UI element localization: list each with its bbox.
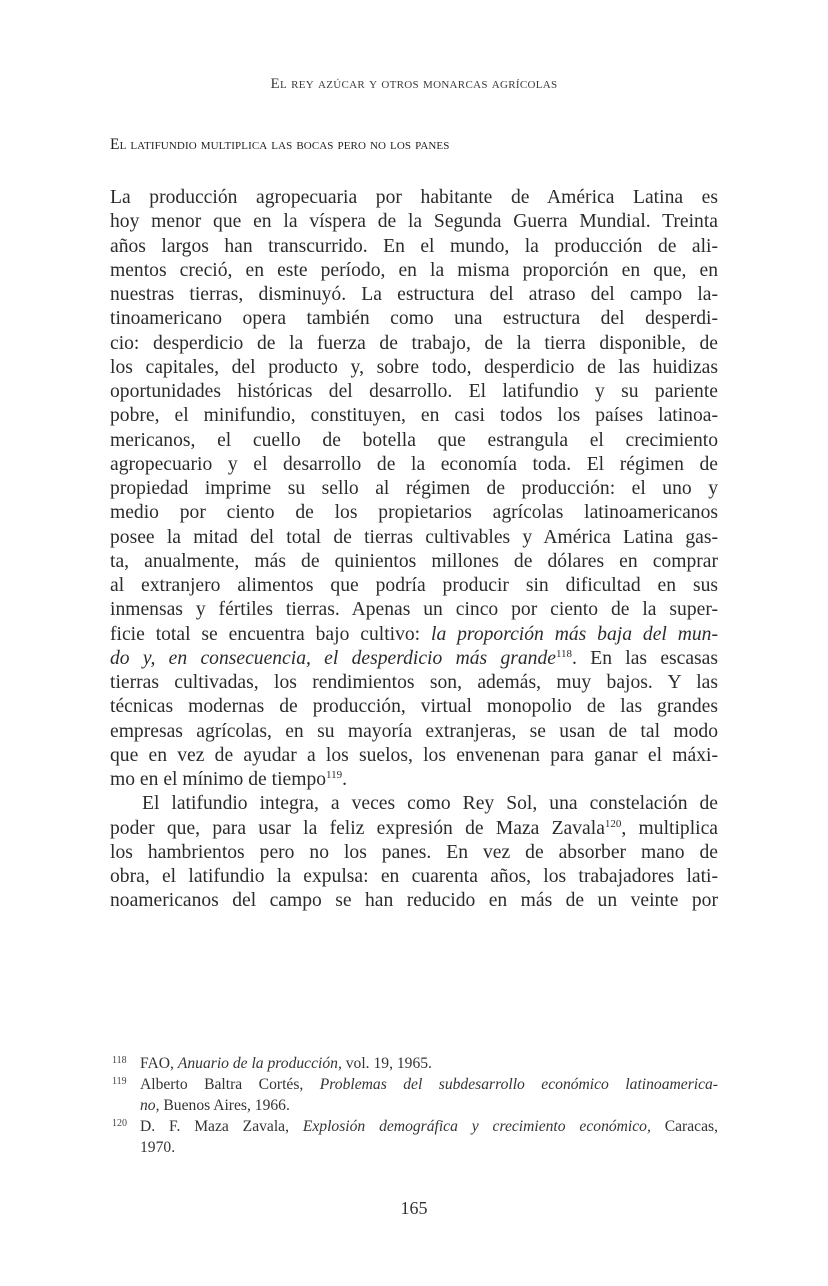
body-line: agropecuario y el desarrollo de la economía toda. El régimen de <box>110 453 718 475</box>
body-line: pobre, el minifundio, constituyen, en casi todos los países latinoa- <box>110 405 718 427</box>
body-line: oportunidades históricas del desarrollo. El latifundio y su pariente <box>110 381 718 402</box>
body-line: cio: desperdicio de la fuerza de trabajo, de la tierra disponible, de <box>110 332 718 354</box>
footnote-line <box>140 1074 718 1095</box>
body-line: mericanos, el cuello de botella que estrangula el crecimiento <box>110 429 718 451</box>
footnote-text: vol. 19, 1965. <box>341 1055 432 1072</box>
footnote-ref-118[interactable]: 118 <box>555 647 573 660</box>
body-line: los hambrientos pero no los panes. En vez de absorber mano de <box>110 841 718 863</box>
footnote-title: Anuario de la producción, <box>177 1055 342 1072</box>
emphasized-text: la proporción más baja del mun- <box>431 623 718 645</box>
body-text-segment: poder que, para usar la feliz expresión de Maza Zavala <box>110 817 605 839</box>
body-line: noamericanos del campo se han reducido en más de un veinte por <box>110 890 718 912</box>
footnote-text: FAO, <box>140 1055 178 1072</box>
body-text-segment: ficie total se encuentra bajo cultivo: <box>110 623 431 645</box>
body-line: propiedad imprime su sello al régimen de producción: el uno y <box>110 478 718 499</box>
body-text-segment: mo en el mínimo de tiempo <box>110 769 327 790</box>
footnote-line <box>140 1053 718 1074</box>
running-head: El rey azúcar y otros monarcas agrícolas <box>270 76 558 92</box>
footnote-text: Alberto Baltra Cortés, <box>140 1076 320 1093</box>
footnote-ref-119[interactable]: 119 <box>326 769 343 781</box>
footnote-line <box>140 1095 718 1116</box>
body-line: técnicas modernas de producción, virtual monopolio de las grandes <box>110 696 718 718</box>
footnote-line: 1970. <box>140 1139 176 1156</box>
footnote-title: no, <box>140 1097 160 1114</box>
body-line <box>110 623 718 647</box>
footnote-text: Buenos Aires, 1966. <box>159 1097 290 1114</box>
body-line: que en vez de ayudar a los suelos, los envenenan para ganar el máxi- <box>110 744 718 766</box>
body-line: medio por ciento de los propietarios agrícolas latinoamericanos <box>110 502 718 524</box>
footnote-text: Caracas, <box>650 1118 718 1135</box>
body-line: obra, el latifundio la expulsa: en cuarenta años, los trabajadores lati- <box>110 866 718 887</box>
body-line: los capitales, del producto y, sobre todo, desperdicio de las huidizas <box>110 356 718 378</box>
footnote-118 <box>110 1053 718 1074</box>
body-text-segment: . En las escasas <box>572 647 718 669</box>
footnote-text: D. F. Maza Zavala, <box>140 1118 303 1135</box>
section-title: El latifundio multiplica las bocas pero no los panes <box>110 136 450 153</box>
body-line <box>110 817 718 841</box>
body-line: nuestras tierras, disminuyó. La estructura del atraso del campo la- <box>110 284 718 305</box>
body-line: posee la mitad del total de tierras cultivables y América Latina gas- <box>110 526 718 548</box>
body-text-segment: . <box>342 769 348 790</box>
body-line: inmensas y fértiles tierras. Apenas un cinco por ciento de la super- <box>110 599 718 621</box>
footnote-119 <box>110 1074 718 1116</box>
body-line: al extranjero alimentos que podría producir sin dificultad en sus <box>110 575 718 596</box>
body-line: tierras cultivadas, los rendimientos son, además, muy bajos. Y las <box>110 672 718 693</box>
body-line: El latifundio integra, a veces como Rey Sol, una constelación de <box>142 793 718 815</box>
body-line: años largos han transcurrido. En el mundo, la producción de ali- <box>110 235 718 257</box>
body-line <box>110 647 718 671</box>
body-line: La producción agropecuaria por habitante de América Latina es <box>110 187 718 208</box>
body-line: mentos creció, en este período, en la misma proporción en que, en <box>110 259 718 281</box>
body-line: tinoamericano opera también como una estructura del desperdi- <box>110 308 718 330</box>
footnote-title: Problemas del subdesarrollo económico latinoamerica- <box>319 1076 719 1093</box>
body-line <box>110 768 718 792</box>
emphasized-text: do y, en consecuencia, el desperdicio más grande <box>110 647 556 669</box>
page-number: 165 <box>400 1198 428 1218</box>
footnote-title: Explosión demográfica y crecimiento económico, <box>302 1118 651 1135</box>
footnotes <box>110 1053 718 1158</box>
footnote-line <box>140 1116 718 1137</box>
footnote-number: 119 <box>112 1076 127 1087</box>
body-line: empresas agrícolas, en su mayoría extranjeras, se usan de tal modo <box>110 720 718 742</box>
body-text-segment: , multiplica <box>621 817 719 839</box>
body-text <box>110 186 718 914</box>
footnote-number: 120 <box>112 1118 127 1129</box>
body-line: ta, anualmente, más de quinientos millones de dólares en comprar <box>110 550 718 572</box>
footnote-number: 118 <box>112 1055 127 1066</box>
footnote-120 <box>110 1116 718 1158</box>
footnote-ref-120[interactable]: 120 <box>604 817 622 830</box>
body-line: hoy menor que en la víspera de la Segunda Guerra Mundial. Treinta <box>110 211 718 233</box>
